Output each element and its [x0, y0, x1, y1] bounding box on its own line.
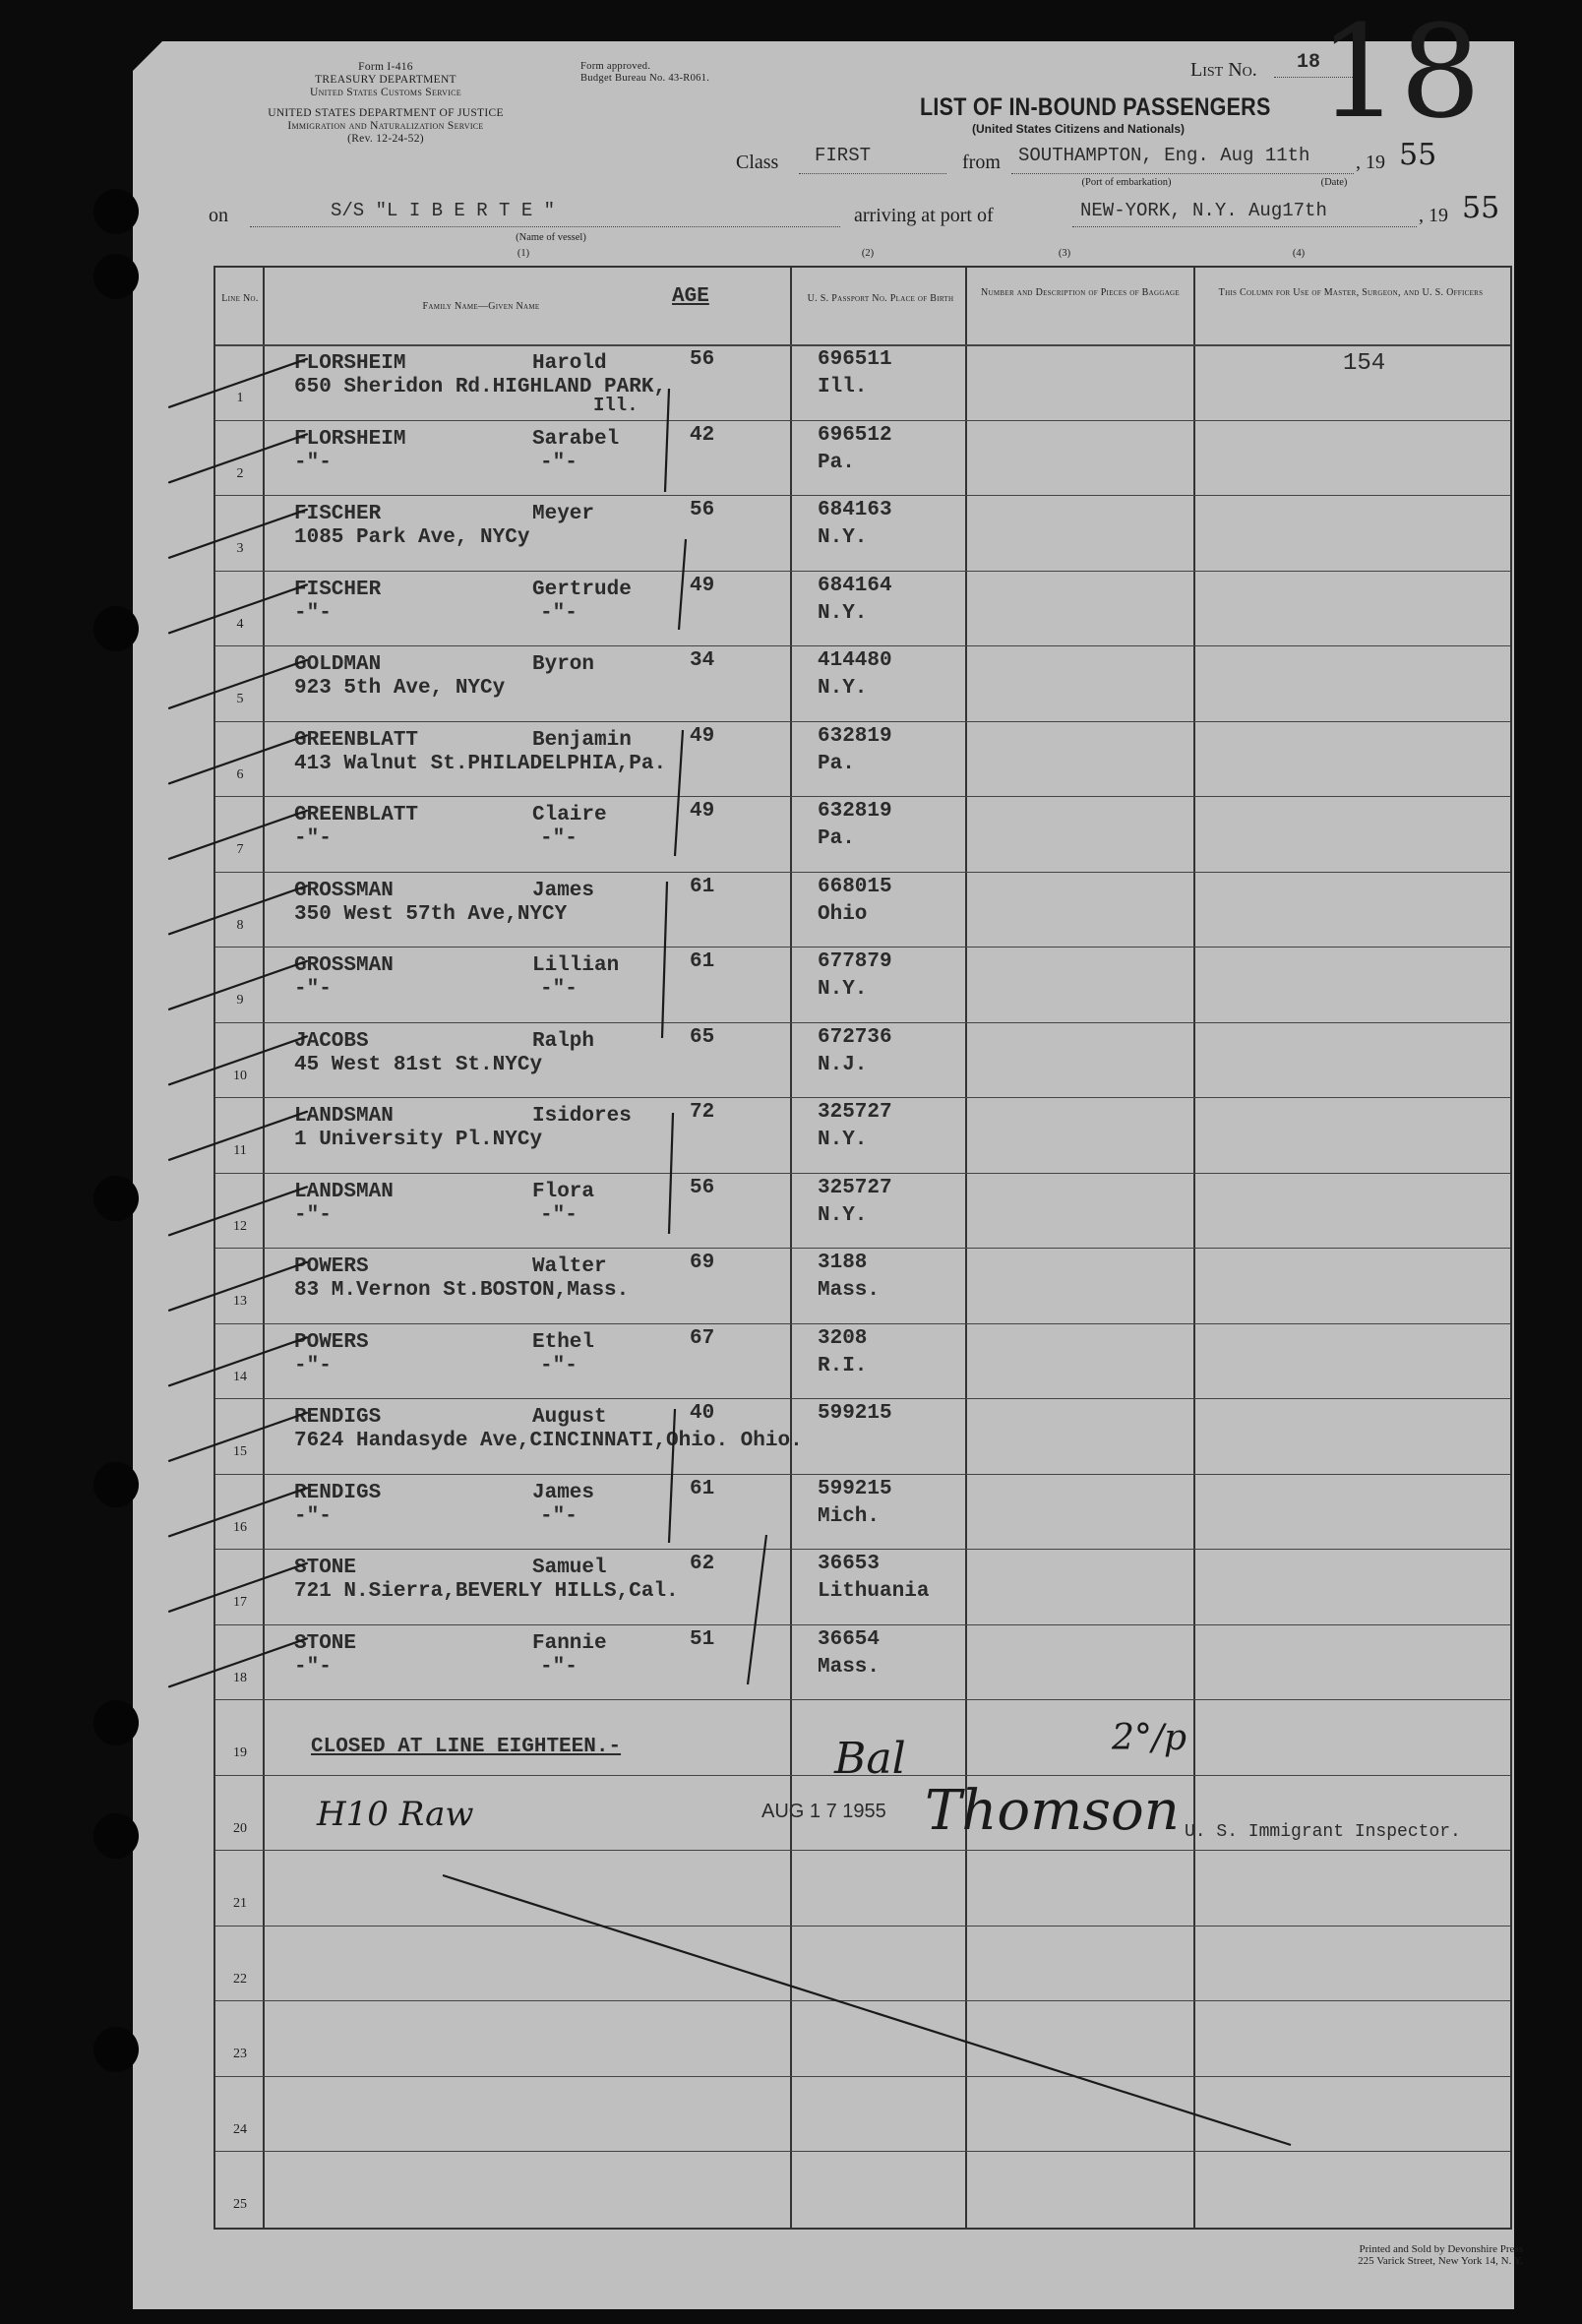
passport-number: 3188: [818, 1252, 868, 1274]
address-line: -"-: [294, 1354, 332, 1377]
line-number: 3: [236, 541, 244, 557]
passport-number: 599215: [818, 1477, 892, 1500]
year2-prefix: , 19: [1419, 205, 1448, 226]
passport-number: 325727: [818, 1176, 892, 1199]
age-value: 61: [690, 875, 715, 898]
address-line: 7624 Handasyde Ave,CINCINNATI,Ohio. Ohio.: [294, 1430, 803, 1452]
passport-number: 36653: [818, 1553, 881, 1575]
passport-number: 696511: [818, 348, 892, 371]
header-age: AGE: [672, 285, 709, 308]
family-name: LANDSMAN: [294, 1105, 394, 1128]
line-number: 20: [233, 1820, 247, 1836]
place-of-birth: Mass.: [818, 1279, 881, 1302]
line-number: 7: [236, 842, 244, 858]
age-value: 62: [690, 1553, 715, 1575]
line-number: 12: [233, 1218, 247, 1234]
given-name: Sarabel: [532, 427, 620, 451]
place-of-birth: Pa.: [818, 752, 855, 775]
line-number: 23: [233, 2047, 247, 2062]
given-name: Flora: [532, 1180, 595, 1203]
closed-at-line: CLOSED AT LINE EIGHTEEN.-: [311, 1736, 622, 1758]
line-number: 11: [233, 1143, 247, 1159]
line-number: 10: [233, 1068, 247, 1083]
given-ditto: -"-: [540, 1655, 578, 1679]
age-value: 56: [690, 348, 715, 371]
family-name: GROSSMAN: [294, 954, 394, 977]
age-bracket: [669, 1113, 673, 1234]
age-value: 40: [690, 1402, 715, 1425]
family-name: RENDIGS: [294, 1481, 382, 1504]
list-no-value: 18: [1297, 51, 1321, 74]
check-mark: [169, 1413, 307, 1461]
age-value: 49: [690, 800, 715, 823]
line-number: 25: [233, 2197, 247, 2213]
passport-number: 325727: [818, 1101, 892, 1124]
ins-service: Immigration and Naturalization Service: [287, 120, 484, 132]
given-name: Benjamin: [532, 728, 632, 752]
given-ditto: -"-: [540, 827, 578, 850]
family-name: GROSSMAN: [294, 879, 394, 902]
given-ditto: -"-: [540, 978, 578, 1001]
date-caption: (Date): [1320, 177, 1348, 188]
given-name: Byron: [532, 653, 595, 676]
customs-service: United States Customs Service: [310, 87, 461, 98]
age-bracket: [675, 730, 683, 856]
approved-text: Form approved.: [580, 61, 651, 72]
passport-number: 632819: [818, 724, 892, 748]
place-of-birth: N.Y.: [818, 601, 868, 625]
treasury-dept: TREASURY DEPARTMENT: [315, 74, 456, 86]
given-name: Ralph: [532, 1029, 595, 1053]
port-embark-caption: (Port of embarkation): [1081, 177, 1172, 188]
age-value: 69: [690, 1252, 715, 1274]
line-number: 4: [236, 616, 244, 632]
class-label: Class: [736, 152, 779, 173]
line-number: 17: [233, 1595, 247, 1611]
address-line: 45 West 81st St.NYCy: [294, 1053, 543, 1076]
age-bracket: [662, 882, 667, 1038]
place-of-birth: Pa.: [818, 827, 855, 850]
given-name: Samuel: [532, 1557, 607, 1579]
col-num-3: (3): [1058, 248, 1071, 259]
date-stamp: AUG 1 7 1955: [761, 1801, 886, 1822]
given-name: Lillian: [532, 954, 620, 977]
given-ditto: -"-: [540, 1354, 578, 1377]
page-title: LIST OF IN-BOUND PASSENGERS: [920, 93, 1271, 121]
check-mark: [169, 1488, 307, 1536]
passport-number: 3208: [818, 1326, 868, 1350]
age-value: 42: [690, 423, 715, 447]
list-no-label: List No.: [1190, 59, 1257, 81]
place-of-birth: N.Y.: [818, 978, 868, 1001]
check-mark: [169, 660, 307, 708]
from-label: from: [962, 152, 1001, 173]
check-mark: [169, 1638, 307, 1686]
justice-dept: UNITED STATES DEPARTMENT OF JUSTICE: [268, 107, 504, 119]
check-mark: [169, 961, 307, 1009]
inspector-signature: Thomson: [925, 1779, 1180, 1843]
inspector-title: U. S. Immigrant Inspector.: [1185, 1822, 1461, 1842]
void-line: [443, 1875, 1291, 2145]
given-name: Walter: [532, 1255, 607, 1278]
line-number: 16: [233, 1519, 247, 1535]
page-subtitle: (United States Citizens and Nationals): [972, 122, 1186, 136]
check-mark: [169, 735, 307, 783]
family-name: RENDIGS: [294, 1406, 382, 1429]
given-name: James: [532, 879, 595, 902]
check-mark: [169, 1036, 307, 1084]
age-value: 56: [690, 499, 715, 521]
on-label: on: [209, 205, 228, 226]
age-bracket: [669, 1409, 675, 1543]
place-of-birth: Lithuania: [818, 1580, 930, 1603]
place-of-birth: N.J.: [818, 1053, 868, 1076]
from-value: SOUTHAMPTON, Eng. Aug 11th: [1018, 145, 1310, 166]
arriving-label: arriving at port of: [854, 205, 994, 226]
age-bracket: [748, 1535, 766, 1684]
class-value: FIRST: [815, 145, 872, 166]
year-value: 55: [1399, 138, 1437, 172]
check-mark: [169, 1563, 307, 1612]
handwritten-mark: 2°/p: [1112, 1718, 1187, 1758]
check-mark: [169, 1337, 307, 1385]
line-number: 22: [233, 1971, 247, 1987]
arrival-value: NEW-YORK, N.Y. Aug17th: [1080, 200, 1327, 221]
family-name: LANDSMAN: [294, 1180, 394, 1203]
line-number: 21: [233, 1896, 247, 1912]
given-name: James: [532, 1481, 595, 1504]
given-name: Gertrude: [532, 578, 632, 601]
age-value: 67: [690, 1326, 715, 1350]
address-line: 1 University Pl.NYCy: [294, 1129, 543, 1151]
family-name: GREENBLATT: [294, 804, 419, 826]
line-number: 9: [236, 993, 244, 1009]
line-number: 6: [236, 766, 244, 782]
address-line: -"-: [294, 1504, 332, 1528]
age-value: 72: [690, 1101, 715, 1124]
passport-number: 684164: [818, 574, 892, 597]
family-name: STONE: [294, 1557, 357, 1579]
vessel-caption: (Name of vessel): [516, 232, 586, 243]
address-line: 1085 Park Ave, NYCy: [294, 526, 530, 549]
age-bracket: [665, 389, 669, 492]
col-num-1: (1): [517, 248, 530, 259]
officer-note: 154: [1343, 350, 1386, 377]
year-prefix: , 19: [1356, 152, 1385, 173]
line-number: 2: [236, 465, 244, 481]
col-num-2: (2): [861, 248, 875, 259]
given-name: Meyer: [532, 503, 595, 525]
col-num-4: (4): [1292, 248, 1306, 259]
given-name: August: [532, 1406, 607, 1429]
passport-number: 599215: [818, 1402, 892, 1425]
family-name: FLORSHEIM: [294, 427, 406, 451]
place-of-birth: N.Y.: [818, 526, 868, 549]
line-number: 5: [236, 692, 244, 707]
age-value: 49: [690, 724, 715, 748]
passport-number: 414480: [818, 649, 892, 672]
passport-number: 632819: [818, 800, 892, 823]
age-value: 61: [690, 1477, 715, 1500]
family-name: FISCHER: [294, 578, 382, 601]
place-of-birth: N.Y.: [818, 1129, 868, 1151]
address-line: 721 N.Sierra,BEVERLY HILLS,Cal.: [294, 1580, 679, 1603]
place-of-birth: Ill.: [818, 376, 868, 398]
check-mark: [169, 359, 307, 407]
line-number: 1: [236, 391, 244, 406]
address-line: 923 5th Ave, NYCy: [294, 677, 506, 700]
handwritten-initials: Bal: [834, 1734, 906, 1784]
check-mark: [169, 584, 307, 633]
given-name: Isidores: [532, 1105, 632, 1128]
line-number: 13: [233, 1294, 247, 1310]
family-name: JACOBS: [294, 1029, 369, 1053]
given-ditto: -"-: [540, 451, 578, 474]
budget-text: Budget Bureau No. 43-R061.: [580, 73, 710, 84]
header-line-no: Line No.: [221, 293, 259, 304]
family-name: STONE: [294, 1631, 357, 1655]
place-of-birth: Mass.: [818, 1655, 881, 1679]
age-bracket: [679, 539, 686, 630]
check-mark: [169, 1187, 307, 1235]
handwritten-note-left: H10 Raw: [317, 1795, 474, 1834]
header-baggage: Number and Description of Pieces of Baggage: [981, 287, 1180, 298]
address-line: 413 Walnut St.PHILADELPHIA,Pa.: [294, 752, 667, 775]
age-value: 61: [690, 950, 715, 973]
address-line: 83 M.Vernon St.BOSTON,Mass.: [294, 1279, 630, 1302]
address-line: -"-: [294, 451, 332, 474]
given-ditto: -"-: [540, 601, 578, 625]
check-mark: [169, 811, 307, 859]
given-ditto: -"-: [540, 1203, 578, 1227]
header-name: Family Name—Given Name: [422, 301, 540, 312]
family-name: POWERS: [294, 1330, 369, 1354]
check-mark: [169, 1112, 307, 1160]
line-number: 14: [233, 1369, 247, 1384]
line-number: 24: [233, 2121, 247, 2137]
family-name: GOLDMAN: [294, 653, 382, 676]
address-line2: Ill.: [593, 395, 639, 416]
given-name: Harold: [532, 352, 607, 375]
given-ditto: -"-: [540, 1504, 578, 1528]
passport-number: 696512: [818, 423, 892, 447]
family-name: FISCHER: [294, 503, 382, 525]
address-line: 650 Sheridon Rd.HIGHLAND PARK,: [294, 376, 667, 398]
line-number: 18: [233, 1670, 247, 1685]
age-value: 34: [690, 649, 715, 672]
age-value: 49: [690, 574, 715, 597]
given-name: Claire: [532, 804, 607, 826]
place-of-birth: Pa.: [818, 451, 855, 474]
address-line: -"-: [294, 1203, 332, 1227]
age-value: 65: [690, 1025, 715, 1049]
check-mark: [169, 510, 307, 558]
list-no-handwritten: 18: [1318, 0, 1482, 147]
address-line: -"-: [294, 601, 332, 625]
age-value: 51: [690, 1627, 715, 1651]
given-name: Ethel: [532, 1330, 595, 1354]
check-mark: [169, 886, 307, 934]
place-of-birth: R.I.: [818, 1354, 868, 1377]
address-line: -"-: [294, 1655, 332, 1679]
age-value: 56: [690, 1176, 715, 1199]
printer-line2: 225 Varick Street, New York 14, N. Y.: [1358, 2255, 1523, 2267]
printer-credit: [1198, 2243, 1523, 2267]
line-number: 15: [233, 1444, 247, 1460]
family-name: POWERS: [294, 1255, 369, 1278]
address-line: -"-: [294, 827, 332, 850]
given-name: Fannie: [532, 1631, 607, 1655]
line-number: 8: [236, 917, 244, 933]
place-of-birth: Mich.: [818, 1504, 881, 1528]
place-of-birth: N.Y.: [818, 1203, 868, 1227]
header-passport: U. S. Passport No. Place of Birth: [807, 293, 954, 304]
place-of-birth: Ohio: [818, 902, 868, 926]
passport-number: 668015: [818, 875, 892, 898]
passport-number: 684163: [818, 499, 892, 521]
family-name: GREENBLATT: [294, 728, 419, 752]
address-line: -"-: [294, 978, 332, 1001]
passport-number: 36654: [818, 1627, 881, 1651]
passport-number: 677879: [818, 950, 892, 973]
printer-line1: Printed and Sold by Devonshire Press: [1359, 2243, 1523, 2255]
check-mark: [169, 1262, 307, 1311]
form-revision: (Rev. 12-24-52): [347, 133, 424, 145]
passport-number: 672736: [818, 1025, 892, 1049]
year2-value: 55: [1462, 191, 1500, 225]
check-mark: [169, 434, 307, 482]
address-line: 350 West 57th Ave,NYCY: [294, 902, 568, 926]
line-number: 19: [233, 1745, 247, 1761]
vessel-value: S/S "L I B E R T E ": [331, 200, 556, 221]
family-name: FLORSHEIM: [294, 352, 406, 375]
place-of-birth: N.Y.: [818, 677, 868, 700]
form-number: Form I-416: [358, 61, 413, 73]
header-officers: This Column for Use of Master, Surgeon, and U. S. Officers: [1218, 287, 1484, 298]
